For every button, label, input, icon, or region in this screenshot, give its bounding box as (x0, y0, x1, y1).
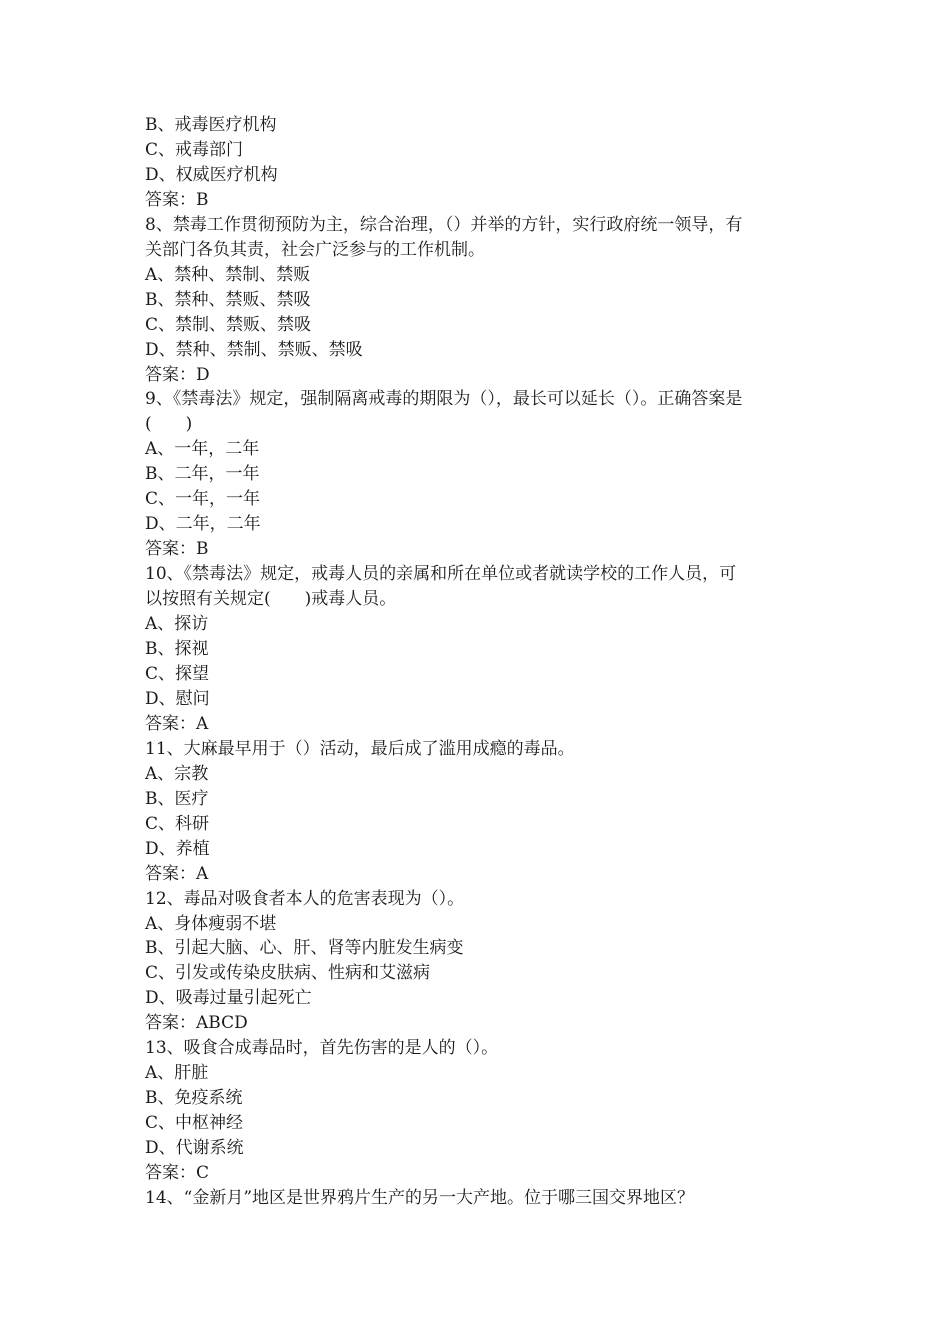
question-10-text: 10、《禁毒法》规定，戒毒人员的亲属和所在单位或者就读学校的工作人员，可 (145, 564, 737, 585)
option-a: A、肝脏 (145, 1063, 209, 1084)
option-b: B、二年，一年 (145, 464, 260, 485)
option-c: C、探望 (145, 663, 210, 684)
option-d: D、权威医疗机构 (145, 164, 278, 185)
option-a: A、探访 (145, 614, 209, 635)
document-body (145, 113, 810, 1211)
answer: 答案：A (145, 863, 209, 884)
option-d: D、代谢系统 (145, 1138, 244, 1159)
option-c: C、戒毒部门 (145, 139, 244, 160)
answer: 答案：D (145, 364, 210, 385)
answer: 答案：C (145, 1163, 210, 1184)
option-d: D、禁种、禁制、禁贩、禁吸 (145, 339, 363, 360)
question-11-text: 11、大麻最早用于（）活动，最后成了滥用成瘾的毒品。 (145, 738, 575, 759)
option-b: B、探视 (145, 639, 209, 660)
answer: 答案：A (145, 713, 209, 734)
option-d: D、养植 (145, 838, 210, 859)
option-d: D、二年，二年 (145, 514, 261, 535)
question-10-text-cont: 以按照有关规定( )戒毒人员。 (145, 589, 397, 610)
question-8-text: 8、禁毒工作贯彻预防为主，综合治理，（）并举的方针，实行政府统一领导，有 (145, 214, 743, 235)
option-a: A、禁种、禁制、禁贩 (145, 264, 311, 285)
option-c: C、中枢神经 (145, 1113, 244, 1134)
option-b: B、引起大脑、心、肝、肾等内脏发生病变 (145, 938, 464, 959)
question-13-text: 13、吸食合成毒品时，首先伤害的是人的（）。 (145, 1038, 499, 1059)
option-a: A、一年，二年 (145, 439, 260, 460)
question-8-text-cont: 关部门各负其责，社会广泛参与的工作机制。 (145, 239, 485, 260)
option-c: C、禁制、禁贩、禁吸 (145, 314, 312, 335)
option-d: D、慰问 (145, 688, 210, 709)
question-9-text-cont: ( ) (145, 414, 193, 435)
question-14-text: 14、“金新月”地区是世界鸦片生产的另一大产地。位于哪三国交界地区？ (145, 1187, 695, 1208)
option-a: A、宗教 (145, 763, 209, 784)
answer: 答案：B (145, 189, 209, 210)
question-12-text: 12、毒品对吸食者本人的危害表现为（）。 (145, 888, 465, 909)
option-c: C、一年，一年 (145, 489, 261, 510)
option-b: B、戒毒医疗机构 (145, 115, 277, 135)
answer: 答案：B (145, 539, 209, 560)
question-9-text: 9、《禁毒法》规定，强制隔离戒毒的期限为（），最长可以延长（）。正确答案是 (145, 389, 743, 410)
option-b: B、医疗 (145, 788, 209, 809)
option-b: B、免疫系统 (145, 1088, 243, 1109)
option-c: C、引发或传染皮肤病、性病和艾滋病 (145, 963, 431, 984)
answer: 答案：ABCD (145, 1013, 248, 1034)
option-d: D、吸毒过量引起死亡 (145, 988, 312, 1009)
option-a: A、身体瘦弱不堪 (145, 913, 277, 934)
option-c: C、科研 (145, 813, 210, 834)
option-b: B、禁种、禁贩、禁吸 (145, 289, 311, 310)
